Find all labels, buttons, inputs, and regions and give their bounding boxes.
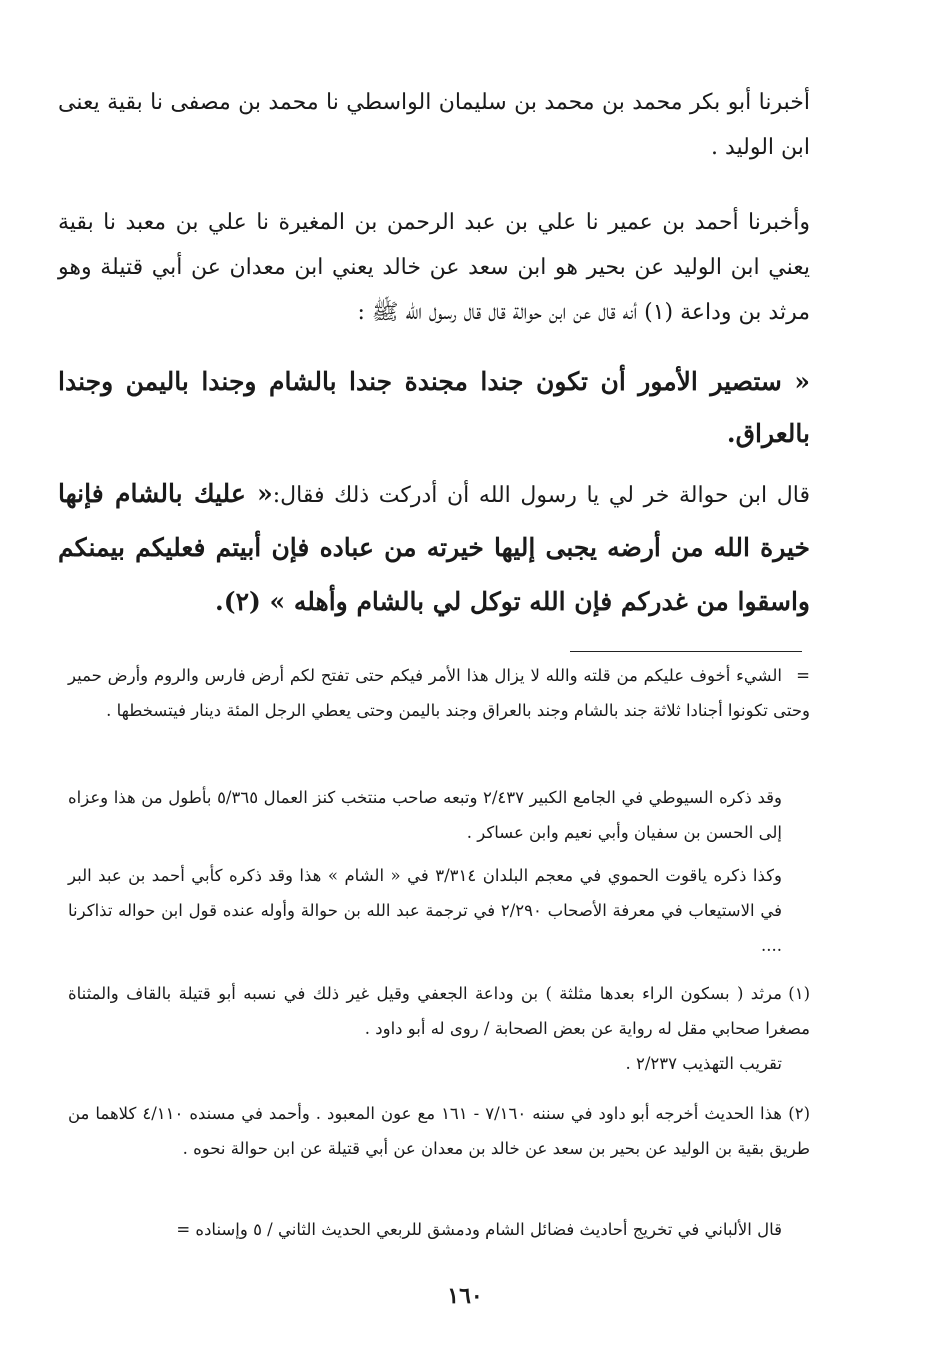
main-text: [58, 80, 810, 170]
paragraph-4-plain: قال ابن حوالة خر لي يا رسول الله أن أدركت ذلك فقال:: [272, 483, 810, 508]
footnote-1-number: (١): [788, 984, 810, 1003]
footnote-cont-text: [68, 658, 810, 728]
continuation-marker: =: [796, 666, 810, 685]
paragraph-2: وأخبرنا أحمد بن عمير نا علي بن عبد الرحمن بن المغيرة نا علي بن معبد نا بقية يعني ابن الوليد عن بحير هو ابن سعد عن خالد يعني ابن معدان عن أبي قتيلة وهو مرثد بن وداعة (١) أنه قال عن ابن حوالة قال قال رسول الله ﷺ :: [58, 210, 810, 325]
paragraph-4-bold: « عليك بالشام فإنها خيرة الله من أرضه يجبى إليها خيرته من عباده فإن أبيتم فعليكم بيمنكم واسقوا من غدركم فإن الله توكل لي بالشام وأهله » (٢).: [58, 479, 810, 616]
footnote-cont-p3: وكذا ذكره ياقوت الحموي في معجم البلدان ٣/٣١٤ في « الشام » هذا وقد ذكره كأبي أحمد بن عبد البر في الاستيعاب في معرفة الأصحاب ٢/٢٩٠ في ترجمة عبد الله بن حوالة وأوله عنده قول ابن حواله تذاكرنا ....: [68, 866, 783, 955]
footnote-2-p2: قال الألباني في تخريج أحاديث فضائل الشام ودمشق للربعي الحديث الثاني / ٥ وإسناده =: [176, 1220, 782, 1239]
footnote-1: [68, 976, 810, 1081]
footnote-cont-2: [68, 780, 810, 850]
paragraph-1: أخبرنا أبو بكر محمد بن محمد بن سليمان الواسطي نا محمد بن مصفى نا بقية يعنى ابن الوليد .: [58, 90, 810, 160]
footnote-1-body: مرثد ( بسكون الراء بعدها مثلثة ) بن وداعة الجعفي وقيل غير ذلك في نسبه أبو قتيلة بالقاف والمثناة مصغرا صحابي مقل له رواية عن بعض الصحابة / روى له أبو داود .: [68, 984, 810, 1038]
footnote-2: [68, 1096, 810, 1166]
paragraph-4: [58, 468, 810, 630]
footnote-1-text: [68, 976, 810, 1046]
footnote-cont-3: [68, 858, 810, 963]
footnote-2-cont: [68, 1212, 810, 1247]
footnote-cont-p2: وقد ذكره السيوطي في الجامع الكبير ٢/٤٣٧ وتبعه صاحب منتخب كنز العمال ٥/٣٦٥ بأطول من هذا وعزاه إلى الحسن بن سفيان وأبي نعيم وابن عساكر .: [68, 788, 782, 842]
hadith-text: « ستصير الأمور أن تكون جندا مجندة جندا بالشام وجندا باليمن وجندا بالعراق.: [58, 367, 810, 448]
hadith-block: [58, 356, 810, 460]
footnote-cont-body: الشيء أخوف عليكم من قلته والله لا يزال هذا الأمر فيكم حتى تفتح لكم أرض فارس والروم وأرض حمير وحتى تكونوا أجنادا ثلاثة جند بالشام وجند بالعراق وجند باليمن وحتى يعطي الرجل المئة دينار فيتسخطها .: [68, 666, 810, 720]
footnote-2-body: هذا الحديث أخرجه أبو داود في سننه ٧/١٦٠ - ١٦١ مع عون المعبود . وأحمد في مسنده ٤/١١٠ كلاهما من طريق بقية بن الوليد عن بحير بن سعد عن خالد بن معدان عن أبي قتيلة عن ابن حوالة نحوه .: [68, 1104, 810, 1158]
footnote-1-reference: تقريب التهذيب ٢/٢٣٧ .: [625, 1054, 782, 1073]
footnote-continuation: [68, 658, 810, 728]
page-number: ١٦٠: [447, 1283, 483, 1309]
main-text-2: [58, 200, 810, 335]
footnote-2-number: (٢): [788, 1104, 810, 1123]
main-text-4: [58, 468, 810, 630]
footnote-separator: [570, 651, 802, 652]
footnote-2-text: [68, 1096, 810, 1166]
